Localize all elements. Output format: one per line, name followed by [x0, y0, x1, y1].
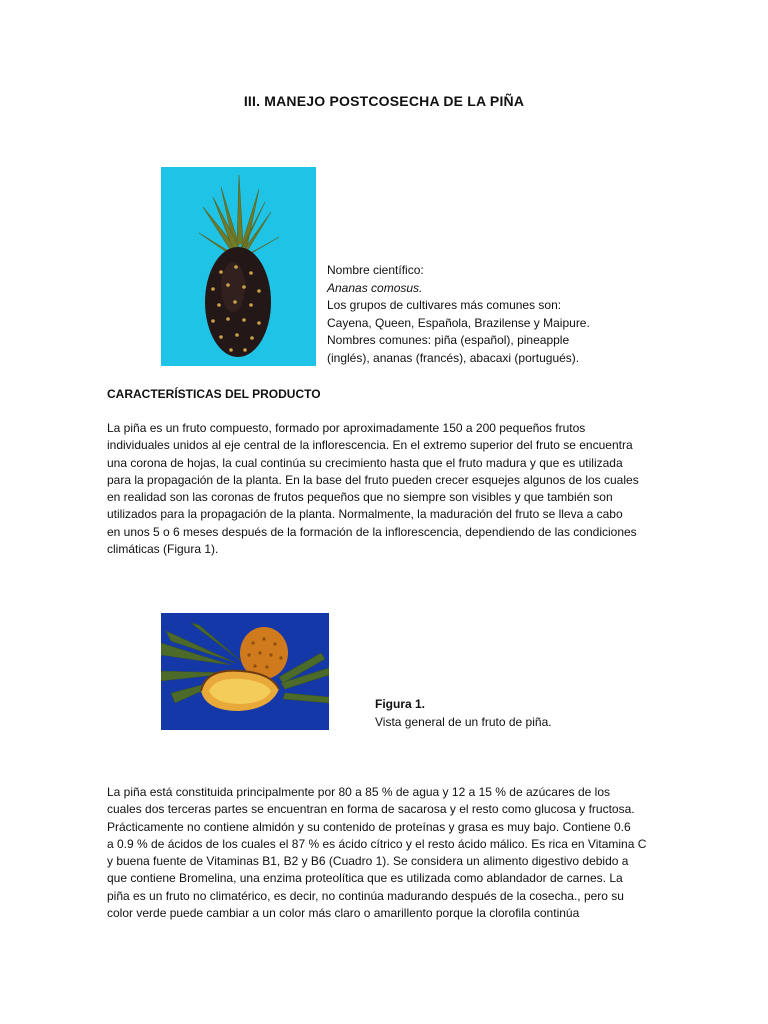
page-title: III. MANEJO POSTCOSECHA DE LA PIÑA [243, 93, 525, 109]
info-line: (inglés), ananas (francés), abacaxi (portugués). [327, 350, 580, 365]
scientific-info-block [327, 262, 627, 367]
paragraph-line: que contiene Bromelina, una enzima proteolítica que es utilizada como ablandador de carnes. La [107, 871, 623, 886]
paragraph-line: individuales unidos al eje central de la inflorescencia. En el extremo superior del fruto se encuentra [107, 438, 633, 453]
paragraph-line: a 0.9 % de ácidos de los cuales el 87 % es ácido cítrico y el resto ácido málico. Es rica en Vitamina C [107, 836, 647, 851]
paragraph-characteristics [107, 420, 667, 558]
figure-caption [375, 696, 552, 731]
paragraph-line: utilizados para la propagación de la planta. Normalmente, la maduración del fruto se lleva a cabo [107, 507, 623, 522]
figure-description: Vista general de un fruto de piña. [375, 714, 552, 729]
paragraph-line: y buena fuente de Vitaminas B1, B2 y B6 (Cuadro 1). Se considera un alimento digestivo debido a [107, 854, 629, 869]
pineapple-cut-photo [161, 613, 329, 730]
paragraph-line: color verde puede cambiar a un color más claro o amarillento porque la clorofila continúa [107, 906, 580, 921]
pineapple-whole-photo [161, 167, 316, 366]
paragraph-composition [107, 784, 667, 922]
paragraph-line: La piña es un fruto compuesto, formado por aproximadamente 150 a 200 pequeños frutos [107, 421, 586, 435]
paragraph-line: climáticas (Figura 1). [107, 542, 219, 557]
scientific-name-label: Nombre científico: [327, 263, 424, 277]
info-line: Cayena, Queen, Española, Brazilense y Maipure. [327, 315, 590, 330]
paragraph-line: para la propagación de la planta. En la base del fruto pueden crecer esquejes algunos de los cuales [107, 472, 639, 487]
paragraph-line: en unos 5 o 6 meses después de la formación de la inflorescencia, dependiendo de las condiciones [107, 524, 637, 539]
info-line: Los grupos de cultivares más comunes son: [327, 298, 562, 312]
paragraph-line: cuales dos terceras partes se encuentran en forma de sacarosa y el resto como glucosa y fructosa. [107, 802, 635, 817]
paragraph-line: piña es un fruto no climatérico, es decir, no continúa madurando después de la cosecha., pero su [107, 888, 624, 903]
paragraph-line: Prácticamente no contiene almidón y su contenido de proteínas y grasa es muy bajo. Contiene 0.6 [107, 819, 631, 834]
scientific-name: Ananas comosus. [327, 280, 423, 295]
figure-label: Figura 1. [375, 697, 426, 711]
paragraph-line: una corona de hojas, la cual continúa su crecimiento hasta que el fruto madura y que es utilizada [107, 455, 623, 470]
info-line: Nombres comunes: piña (español), pineapple [327, 333, 570, 347]
paragraph-line: La piña está constituida principalmente por 80 a 85 % de agua y 12 a 15 % de azúcares de los [107, 785, 610, 799]
paragraph-line: en realidad son las coronas de frutos pequeños que no siempre son visibles y que también son [107, 490, 613, 505]
section-heading: CARACTERÍSTICAS DEL PRODUCTO [107, 387, 321, 401]
